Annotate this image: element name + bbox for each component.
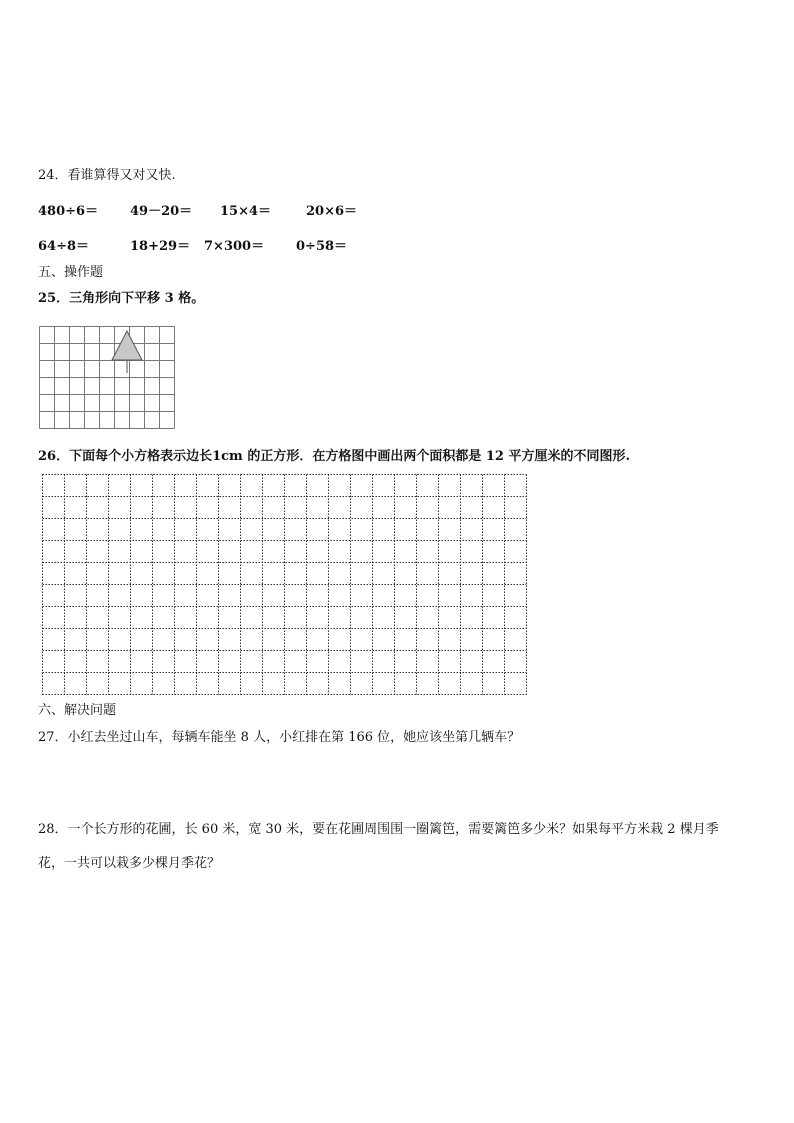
calc-item: 15×4＝ (220, 204, 272, 219)
triangle-shape (112, 331, 142, 360)
calc-item: 480÷6＝ (38, 204, 99, 219)
q28-line2: 花，一共可以栽多少棵月季花？ (38, 856, 221, 871)
translation-grid (38, 325, 175, 430)
q27-text: 27．小红去坐过山车，每辆车能坐 8 人，小红排在第 166 位，她应该坐第几辆车？ (38, 730, 521, 745)
calc-item: 7×300＝ (204, 239, 265, 254)
calc-item: 64÷8＝ (38, 239, 90, 254)
q24-title: 24．看谁算得又对又快. (38, 168, 176, 183)
calc-item: 0÷58＝ (296, 239, 348, 254)
grid1-lines (40, 327, 175, 429)
calc-item: 18+29＝ (130, 239, 191, 254)
calc-item: 49－20＝ (130, 204, 193, 219)
section-5-heading: 五、操作题 (38, 265, 104, 280)
q26-title: 26．下面每个小方格表示边长1cm 的正方形．在方格图中画出两个面积都是 12 平方厘米的不同图形. (38, 449, 631, 464)
calc-item: 20×6＝ (306, 204, 358, 219)
q25-title: 25．三角形向下平移 3 格。 (38, 291, 205, 306)
drawing-grid (41, 473, 529, 698)
section-6-heading: 六、解决问题 (38, 703, 117, 718)
grid2-lines (43, 475, 527, 695)
q28-line1: 28．一个长方形的花圃，长 60 米，宽 30 米，要在花圃周围围一圈篱笆，需要篱笆多少米？如果每平方米栽 2 棵月季 (38, 822, 719, 837)
